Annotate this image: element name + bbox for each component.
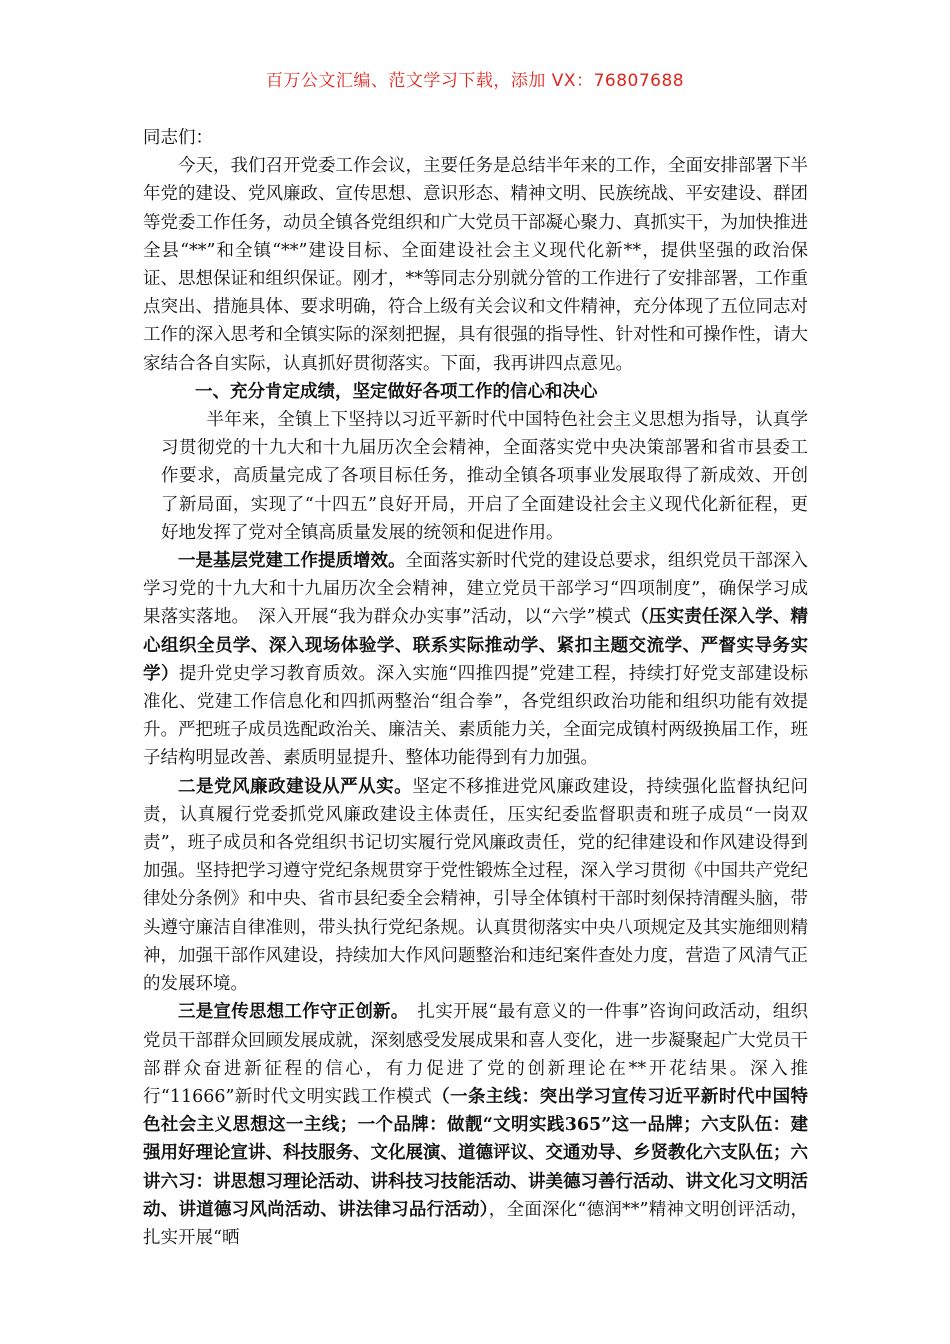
paragraph-party-building (143, 547, 808, 773)
paragraph-text: 坚定不移推进党风廉政建设，持续强化监督执纪问责，认真履行党委抓党风廉政建设主体责任，压实纪委监督职责和班子成员“一岗双责”，班子成员和各党组织书记切实履行党风廉政责任，党的纪律建设和作风建设得到加强。坚持把学习遵守党纪条规贯穿于党性锻炼全过程，深入学习贯彻《中国共产党纪律处分条例》和中央、省市县纪委全会精神，引导全体镇村干部时刻保持清醒头脑，带头遵守廉洁自律准则，带头执行党纪条规。认真贯彻落实中央八项规定及其实施细则精神，加强干部作风建设，持续加大作风问题整治和违纪案件查处力度，营造了风清气正的发展环境。 (143, 776, 809, 995)
watermark-header (0, 66, 950, 91)
paragraph-bold-text: （压实责任深入学、精心组织全员学、深入现场体验学、联系实际推动学、紧扣主题交流学、严督实导务实学） (143, 607, 808, 684)
paragraph-text: 全面落实新时代党的建设总要求，组织党员干部深入学习党的十九大和十九届历次全会精神，建立党员干部学习“四项制度”，确保学习成果落实落地。 深入开展“我为群众办实事”活动，以“六学”模式 (143, 551, 808, 628)
section1-paragraph: 半年来，全镇上下坚持以习近平新时代中国特色社会主义思想为指导，认真学习贯彻党的十九大和十九届历次全会精神，全面落实党中央决策部署和省市县委工作要求，高质量完成了各项目标任务，推动全镇各项事业发展取得了新成效、开创了新局面，实现了“十四五”良好开局，开启了全面建设社会主义现代化新征程，更好地发挥了党对全镇高质量发展的统领和促进作用。 (161, 410, 808, 543)
intro-paragraph: 今天，我们召开党委工作会议，主要任务是总结半年来的工作，全面安排部署下半年党的建设、党风廉政、宣传思想、意识形态、精神文明、民族统战、平安建设、群团等党委工作任务，动员全镇各党组织和广大党员干部凝心聚力、真抓实干，为加快推进全县“**”和全镇“**”建设目标、全面建设社会主义现代化新**，提供坚强的政治保证、思想保证和组织保证。刚才，**等同志分别就分管的工作进行了安排部署，工作重点突出、措施具体、要求明确，符合上级有关会议和文件精神，充分体现了五位同志对工作的深入思考和全镇实际的深刻把握，具有很强的指导性、针对性和可操作性，请大家结合各自实际，认真抓好贯彻落实。下面，我再讲四点意见。 (143, 156, 808, 374)
paragraph-text: 扎实开展“最有意义的一件事”咨询问政活动，组织党员干部群众回顾发展成就，深刻感受发展成果和喜人变化，进一步凝聚起广大党员干部群众奋进新征程的信心，有力促进了党的创新理论在**开花结果。深入推行“11666”新时代文明实践工作模式 (143, 1002, 808, 1107)
paragraph-lead: 三是宣传思想工作守正创新。 (178, 1002, 400, 1023)
header-text: 百万公文汇编、范文学习下载，添加 VX：76807688 (265, 71, 685, 91)
document-body (143, 124, 808, 1252)
paragraph-lead: 一是基层党建工作提质增效。 (178, 551, 406, 572)
paragraph-publicity (143, 998, 808, 1252)
section-heading-1: 一、充分肯定成绩，坚定做好各项工作的信心和决心 (195, 381, 598, 402)
paragraph-clean-governance (143, 773, 808, 999)
paragraph-bold-text: （一条主线：突出学习宣传习近平新时代中国特色社会主义思想这一主线；一个品牌：做靓“文明实践365”这一品牌；六支队伍：建强用好理论宣讲、科技服务、文化展演、道德评议、交通劝导、乡贤教化六支队伍；六讲六习：讲思想习理论活动、讲科技习技能活动、讲美德习善行活动、讲文化习文明活动、讲道德习风尚活动、讲法律习品行活动） (143, 1086, 809, 1220)
salutation: 同志们： (143, 128, 213, 148)
paragraph-text: 提升党史学习教育质效。深入实施“四推四提”党建工程，持续打好党支部建设标准化、党建工作信息化和四抓两整治“组合拳”，各党组织政治功能和组织功能有效提升。严把班子成员选配政治关、廉洁关、素质能力关，全面完成镇村两级换届工作，班子结构明显改善、素质明显提升、整体功能得到有力加强。 (143, 663, 809, 769)
paragraph-text: ，全面深化“德润**”精神文明创评活动，扎实开展“晒 (143, 1199, 808, 1248)
paragraph-lead: 二是党风廉政建设从严从实。 (178, 776, 413, 797)
